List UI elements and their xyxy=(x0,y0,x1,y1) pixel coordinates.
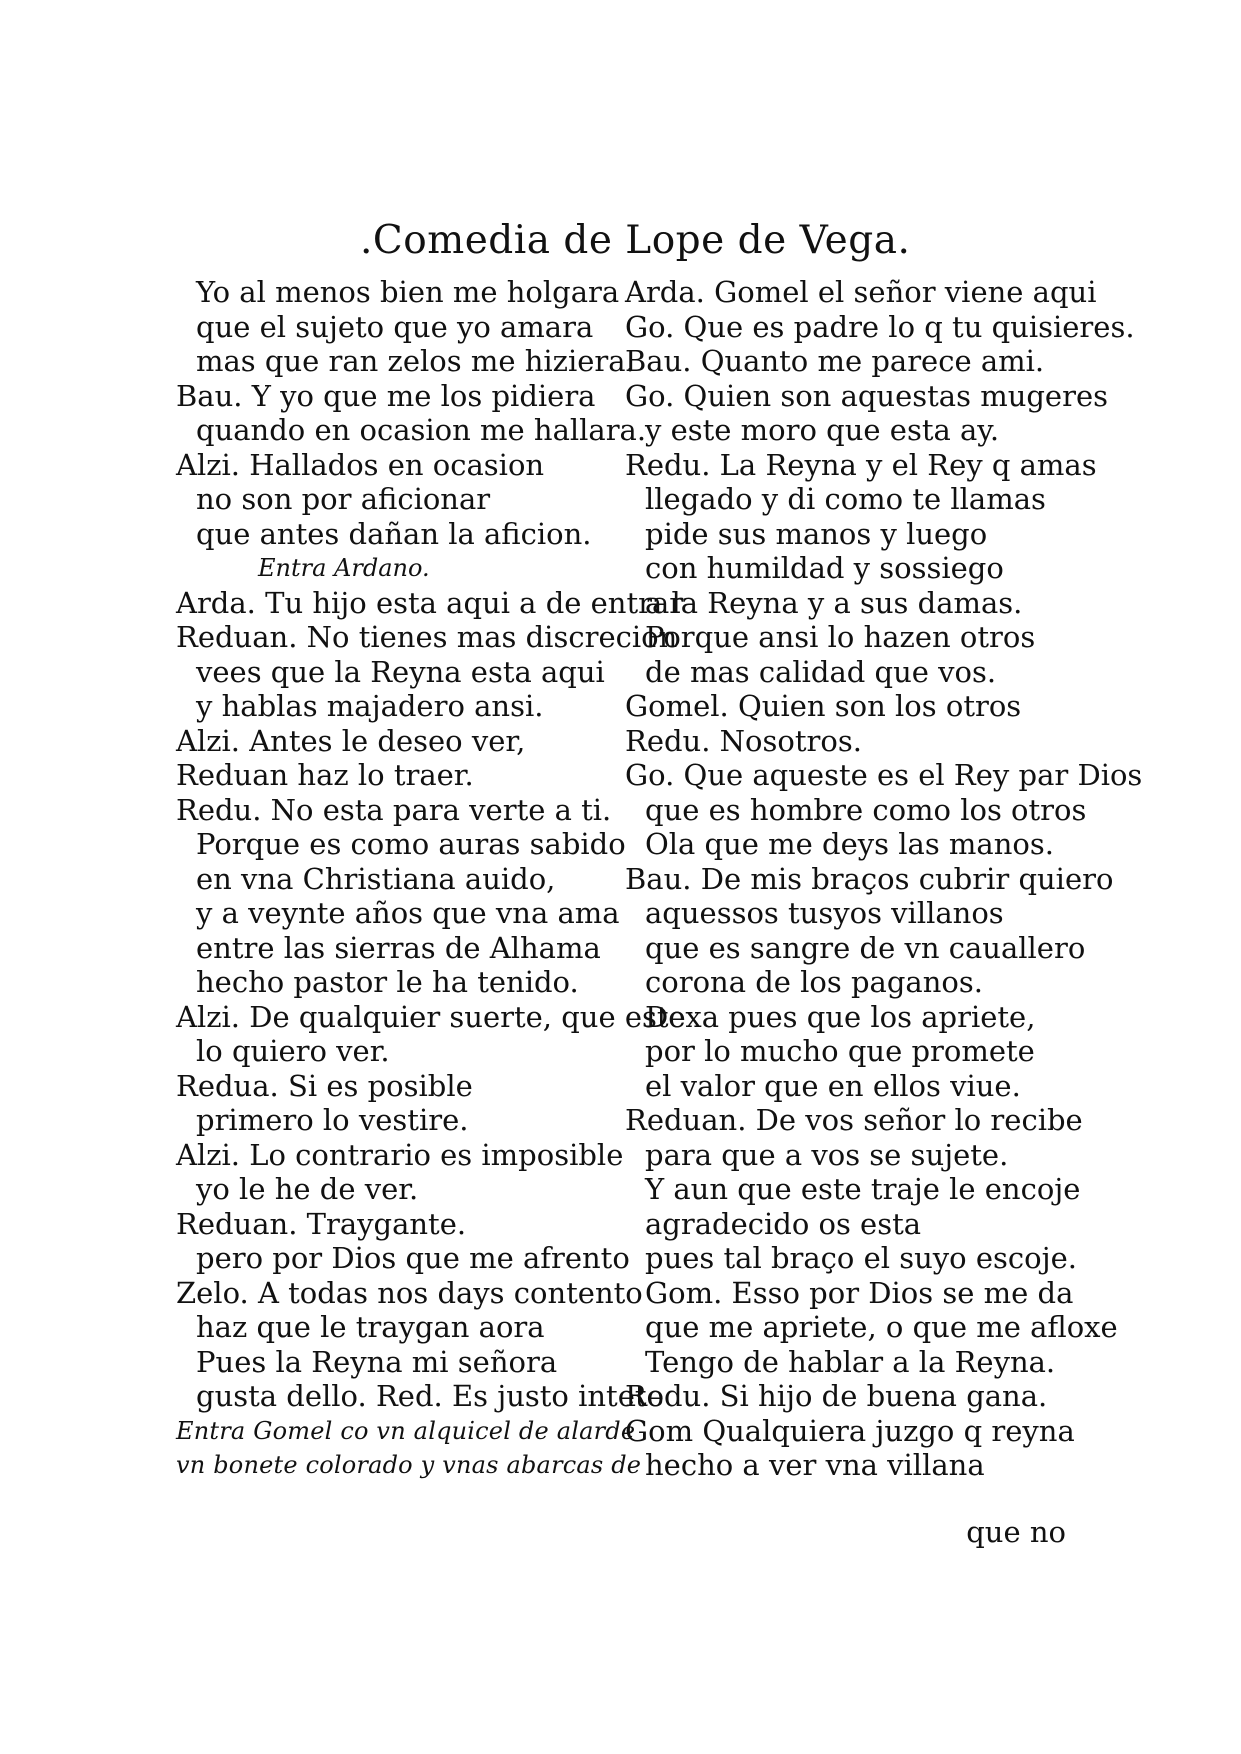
catchword: que no xyxy=(966,1515,1066,1549)
verse-line: para que a vos se sujete. xyxy=(645,1137,1009,1172)
verse-line: que el sujeto que yo amara xyxy=(196,309,594,344)
right-text-column xyxy=(625,275,1143,1483)
verse-line: pues tal braço el suyo escoje. xyxy=(645,1241,1077,1275)
verse-line: Bau. Quanto me parece ami. xyxy=(625,344,1045,378)
verse-line: Arda. Gomel el señor viene aqui xyxy=(625,275,1097,309)
verse-line: mas que ran zelos me hiziera. xyxy=(196,344,635,378)
verse-line: Go. Quien son aquestas mugeres xyxy=(625,378,1109,413)
verse-line: Bau. De mis braços cubrir quiero xyxy=(625,861,1114,896)
verse-line: Reduan. No tienes mas discrecion xyxy=(176,620,678,654)
verse-line: en vna Christiana auido, xyxy=(196,861,556,896)
verse-line: aquessos tusyos villanos xyxy=(645,896,1004,930)
verse-line: hecho pastor le ha tenido. xyxy=(196,965,579,999)
verse-line: Gom. Esso por Dios se me da xyxy=(645,1275,1074,1310)
verse-line: corona de los paganos. xyxy=(645,965,983,999)
verse-line: Gom Qualquiera juzgo q reyna xyxy=(625,1413,1075,1448)
verse-line: Porque ansi lo hazen otros xyxy=(645,620,1036,654)
verse-line: Tengo de hablar a la Reyna. xyxy=(645,1344,1056,1379)
verse-line: y hablas majadero ansi. xyxy=(196,689,544,723)
verse-line: lo quiero ver. xyxy=(196,1034,390,1068)
stage-direction: Entra Gomel co vn alquicel de alarde xyxy=(176,1416,636,1445)
verse-line: que me apriete, o que me afloxe xyxy=(645,1310,1118,1344)
verse-line: Alzi. Hallados en ocasion xyxy=(176,447,545,482)
verse-line: Alzi. Antes le deseo ver, xyxy=(176,723,526,758)
verse-line: hecho a ver vna villana xyxy=(645,1448,985,1482)
verse-line: y a veynte años que vna ama xyxy=(196,896,620,930)
verse-line: yo le he de ver. xyxy=(196,1172,419,1206)
verse-line: que es sangre de vn cauallero xyxy=(645,930,1086,965)
verse-line: Dexa pues que los apriete, xyxy=(645,999,1036,1034)
verse-line: Redu. Si hijo de buena gana. xyxy=(625,1379,1048,1413)
verse-line: a la Reyna y a sus damas. xyxy=(645,585,1023,620)
left-text-column xyxy=(176,275,686,1483)
verse-line: Reduan. Traygante. xyxy=(176,1206,467,1241)
verse-line: que antes dañan la aficion. xyxy=(196,516,592,551)
page-title: .Comedia de Lope de Vega. xyxy=(360,218,911,263)
verse-line: Ola que me deys las manos. xyxy=(645,827,1054,861)
verse-line: Porque es como auras sabido xyxy=(196,827,626,861)
verse-line: Redu. Nosotros. xyxy=(625,723,862,758)
verse-line: y este moro que esta ay. xyxy=(645,413,1000,447)
stage-direction: vn bonete colorado y vnas abarcas de xyxy=(176,1451,642,1479)
verse-line: entre las sierras de Alhama xyxy=(196,930,601,965)
verse-line: primero lo vestire. xyxy=(196,1103,469,1137)
verse-line: agradecido os esta xyxy=(645,1206,922,1241)
verse-line: Bau. Y yo que me los pidiera xyxy=(176,378,596,413)
verse-line: Reduan haz lo traer. xyxy=(176,758,474,792)
verse-line: el valor que en ellos viue. xyxy=(645,1068,1021,1103)
verse-line: pero por Dios que me afrento xyxy=(196,1241,630,1275)
verse-line: no son por aficionar xyxy=(196,482,491,516)
verse-line: Y aun que este traje le encoje xyxy=(645,1172,1081,1206)
verse-line: que es hombre como los otros xyxy=(645,792,1087,827)
verse-line: gusta dello. Red. Es justo inteto xyxy=(196,1379,664,1413)
verse-line: Redua. Si es posible xyxy=(176,1068,473,1103)
verse-line: Zelo. A todas nos days contento xyxy=(176,1275,643,1310)
verse-line: Go. Que aqueste es el Rey par Dios xyxy=(625,758,1143,792)
verse-line: Redu. No esta para verte a ti. xyxy=(176,792,612,827)
verse-line: Reduan. De vos señor lo recibe xyxy=(625,1103,1083,1137)
verse-line: de mas calidad que vos. xyxy=(645,654,997,689)
verse-line: Gomel. Quien son los otros xyxy=(625,689,1022,723)
verse-line: Yo al menos bien me holgara xyxy=(196,275,620,309)
verse-line: con humildad y sossiego xyxy=(645,551,1004,585)
verse-line: Alzi. De qualquier suerte, que este xyxy=(176,999,686,1034)
verse-line: quando en ocasion me hallara. xyxy=(196,413,647,447)
verse-line: Redu. La Reyna y el Rey q amas xyxy=(625,447,1097,482)
verse-line: Alzi. Lo contrario es imposible xyxy=(176,1137,624,1172)
verse-line: llegado y di como te llamas xyxy=(645,482,1046,516)
verse-line: Pues la Reyna mi señora xyxy=(196,1344,558,1379)
verse-line: haz que le traygan aora xyxy=(196,1310,545,1344)
verse-line: pide sus manos y luego xyxy=(645,516,988,551)
stage-direction: Entra Ardano. xyxy=(258,554,430,582)
verse-line: Arda. Tu hijo esta aqui a de entrar xyxy=(176,585,684,620)
verse-line: Go. Que es padre lo q tu quisieres. xyxy=(625,309,1135,344)
verse-line: vees que la Reyna esta aqui xyxy=(196,654,605,689)
verse-line: por lo mucho que promete xyxy=(645,1034,1035,1068)
